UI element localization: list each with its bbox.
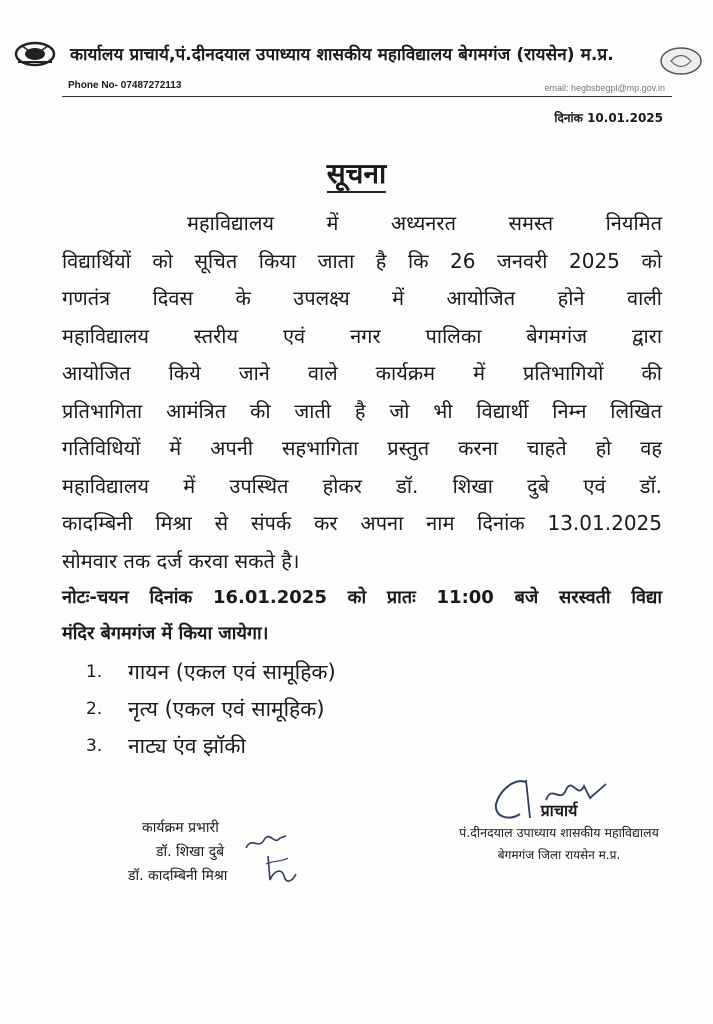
list-item: [86, 654, 336, 691]
note-line: नोटः-चयन दिनांक 16.01.2025 को प्रातः 11:00 बजे सरस्वती विद्या: [62, 587, 662, 608]
incharge-name-2: डॉ. कादम्बिनी मिश्रा: [128, 868, 228, 884]
date-label: दिनांक: [554, 111, 583, 125]
list-item-label: नृत्य (एकल एवं सामूहिक): [128, 697, 325, 721]
issue-date: [554, 109, 663, 126]
notice-body: [62, 205, 662, 580]
body-line: महाविद्यालय में अध्यनरत समस्त नियमित: [187, 211, 662, 235]
body-line: विद्यार्थियों को सूचित किया जाता है कि 26 जनवरी 2025 को: [62, 248, 662, 273]
program-incharge-block: [128, 816, 227, 888]
list-item-label: गायन (एकल एवं सामूहिक): [128, 660, 336, 684]
incharge-name-1: डॉ. शिखा दुबे: [156, 844, 225, 860]
selection-note: [62, 580, 662, 652]
principal-designation: प्राचार्य: [540, 801, 578, 820]
body-line: महाविद्यालय में उपस्थित होकर डॉ. शिखा दुबे एवं डॉ.: [62, 473, 662, 498]
principal-block: [414, 800, 704, 866]
seal-icon: [658, 46, 704, 76]
principal-college: पं.दीनदयाल उपाध्याय शासकीय महाविद्यालय: [459, 825, 659, 840]
activity-list: [86, 654, 336, 765]
body-line: सोमवार तक दर्ज करवा सकते है।: [62, 548, 300, 573]
note-line: मंदिर बेगमगंज में किया जायेगा।: [62, 623, 269, 644]
body-line: आयोजित किये जाने वाले कार्यक्रम में प्रतिभागियों की: [62, 361, 662, 385]
list-item: [86, 728, 336, 765]
date-value: 10.01.2025: [587, 111, 663, 125]
phone-number: Phone No- 07487272113: [68, 80, 182, 91]
list-item: [86, 691, 336, 728]
notice-title: [0, 154, 713, 192]
signature-scribble-icon: [244, 832, 288, 854]
body-line: कादम्बिनी मिश्रा से संपर्क कर अपना नाम दिनांक 13.01.2025: [62, 511, 662, 535]
email-address: email: hegbsbegpl@mp.gov.in: [544, 83, 665, 93]
body-line: गणतंत्र दिवस के उपलक्ष्य में आयोजित होने वाली: [62, 286, 662, 310]
notice-title-text: सूचना: [327, 157, 387, 193]
signature-scribble-icon: [262, 852, 298, 886]
list-item-number: 3.: [86, 736, 103, 756]
body-line: गतिविधियों में अपनी सहभागिता प्रस्तुत करना चाहते हो वह: [62, 436, 662, 460]
incharge-designation: कार्यक्रम प्रभारी: [142, 820, 219, 836]
principal-place: बेगमगंज जिला रायसेन म.प्र.: [497, 848, 621, 862]
office-title: कार्यालय प्राचार्य,पं.दीनदयाल उपाध्याय शासकीय महाविद्यालय बेगमगंज (रायसेन) म.प्र.: [70, 45, 614, 65]
body-line: प्रतिभागिता आमंत्रित की जाती है जो भी विद्यार्थी निम्न लिखित: [62, 398, 662, 423]
body-line: महाविद्यालय स्तरीय एवं नगर पालिका बेगमगंज द्वारा: [62, 323, 662, 348]
list-item-label: नाट्य एंव झॉकी: [128, 734, 246, 758]
college-emblem-icon: [14, 40, 56, 68]
list-item-number: 1.: [86, 662, 103, 682]
header-divider: [62, 96, 672, 97]
list-item-number: 2.: [86, 699, 103, 719]
